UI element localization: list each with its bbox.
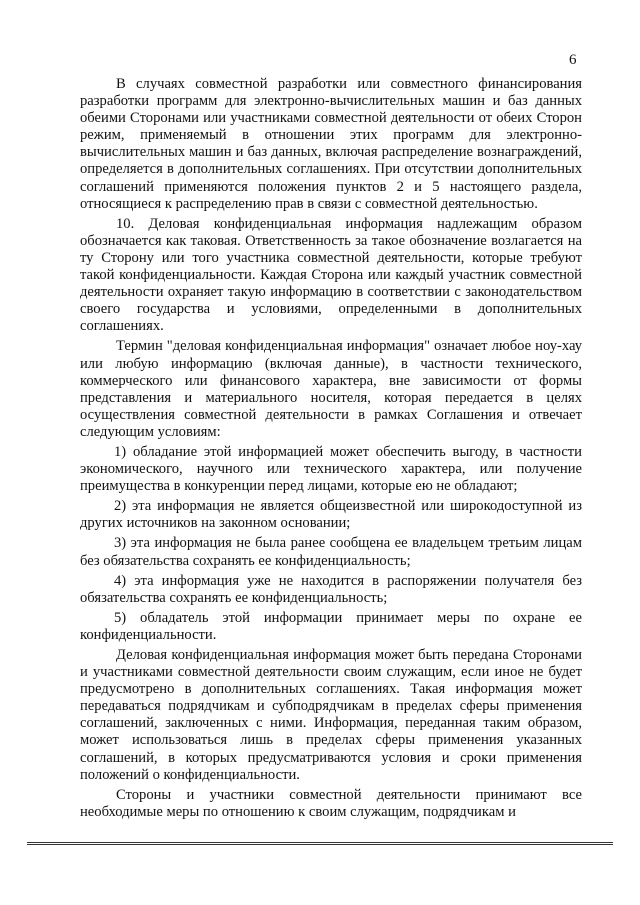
condition-item-5: 5) обладатель этой информации принимает меры по охране ее конфиденциальности.: [80, 609, 582, 643]
paragraph-term-definition: Термин "деловая конфиденциальная информация" означает любое ноу-хау или любую информацию (включая данные), в частности технического, коммерческого или финансового характера, вне зависимости от формы представления и материального носителя, которая передается в целях осуществления совместной деятельности в рамках Соглашения и отвечает следующим условиям:: [80, 338, 582, 440]
page-number: 6: [569, 52, 577, 68]
paragraph-10-confidential-info: 10. Деловая конфиденциальная информация надлежащим образом обозначается как таковая. Ответственность за такое обозначение возлагается на ту Сторону или того участника совместной деятельности, которые требуют такой конфиденциальности. Каждая Сторона или каждый участник совместной деятельности охраняет такую информацию в соответствии с законодательством своего государства и условиями, определенными в дополнительных соглашениях.: [80, 215, 582, 335]
paragraph-parties-measures: Стороны и участники совместной деятельности принимают все необходимые меры по отношению к своим служащим, подрядчикам и: [80, 786, 582, 820]
document-body: [80, 76, 582, 821]
condition-item-4: 4) эта информация уже не находится в распоряжении получателя без обязательства сохранять ее конфиденциальность;: [80, 572, 582, 606]
bottom-double-rule: [27, 842, 613, 845]
condition-item-3: 3) эта информация не была ранее сообщена ее владельцем третьим лицам без обязательства сохранять ее конфиденциальность;: [80, 535, 582, 569]
condition-item-2: 2) эта информация не является общеизвестной или широкодоступной из других источников на законном основании;: [80, 498, 582, 532]
paragraph-transfer-rules: Деловая конфиденциальная информация может быть передана Сторонами и участниками совместной деятельности своим служащим, если иное не будет предусмотрено в дополнительных соглашениях. Такая информация может передаваться подрядчикам и субподрядчикам в пределах сферы применения соглашений, заключенных с ними. Информация, переданная таким образом, может использоваться лишь в пределах сферы применения указанных соглашений, в которых предусматриваются условия и сроки применения положений о конфиденциальности.: [80, 647, 582, 783]
condition-item-1: 1) обладание этой информацией может обеспечить выгоду, в частности экономического, научного или технического характера, или получение преимущества в конкуренции перед лицами, которые ею не обладают;: [80, 443, 582, 495]
paragraph-joint-development: В случаях совместной разработки или совместного финансирования разработки программ для электронно-вычислительных машин и баз данных обеими Сторонами или участниками совместной деятельности от обеих Сторон режим, применяемый в отношении этих программ для электронно-вычислительных машин и баз данных, включая распределение вознаграждений, определяется в дополнительных соглашениях. При отсутствии дополнительных соглашений применяются положения пунктов 2 и 5 настоящего раздела, относящиеся к распределению прав в связи с совместной деятельностью.: [80, 76, 582, 212]
